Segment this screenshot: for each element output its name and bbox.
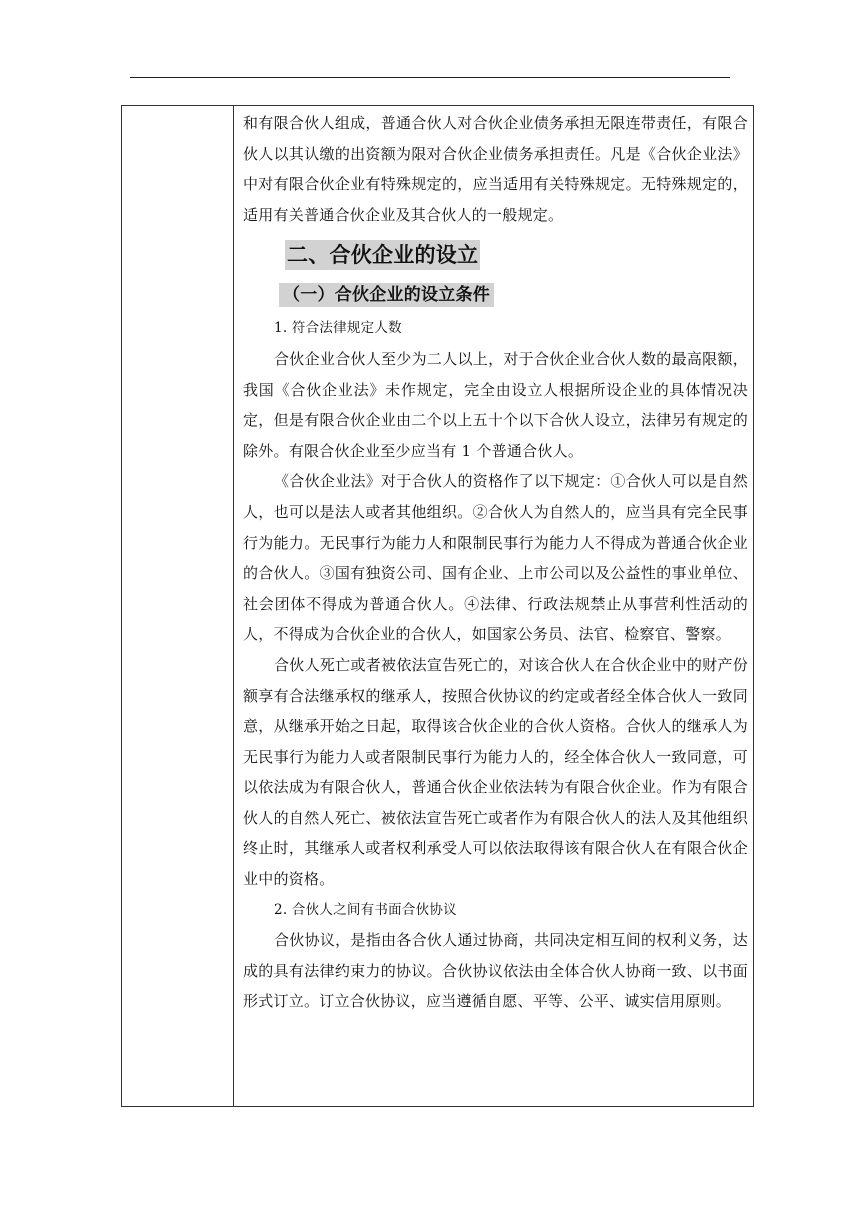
- subsection-heading: （一）合伙企业的设立条件: [279, 283, 494, 307]
- table-left-column: [122, 106, 234, 1106]
- item1-paragraph-2: 《合伙企业法》对于合伙人的资格作了以下规定：①合伙人可以是自然人，也可以是法人或者其他组织。②合伙人为自然人的，应当具有完全民事行为能力。无民事行为能力人和限制民事行为能力人不得成为普通合伙企业的合伙人。③国有独资公司、国有企业、上市公司以及公益性的事业单位、社会团体不得成为普通合伙人。④法律、行政法规禁止从事营利性活动的人，不得成为合伙企业的合伙人，如国家公务员、法官、检察官、警察。: [243, 472, 748, 644]
- header-rule: [130, 77, 730, 78]
- section-heading: 二、合伙企业的设立: [285, 240, 480, 270]
- item2-paragraph-1: 合伙协议，是指由各合伙人通过协商，共同决定相互间的权利义务，达成的具有法律约束力的协议。合伙协议依法由全体合伙人协商一致、以书面形式订立。订立合伙协议，应当遵循自愿、平等、公平、诚实信用原则。: [243, 931, 748, 1011]
- item1-heading: 1. 符合法律规定人数: [274, 320, 402, 337]
- item1-paragraph-3: 合伙人死亡或者被依法宣告死亡的，对该合伙人在合伙企业中的财产份额享有合法继承权的继承人，按照合伙协议的约定或者经全体合伙人一致同意，从继承开始之日起，取得该合伙企业的合伙人资格。合伙人的继承人为无民事行为能力人或者限制民事行为能力人的，经全体合伙人一致同意，可以依法成为有限合伙人，普通合伙企业依法转为有限合伙企业。作为有限合伙人的自然人死亡、被依法宣告死亡或者作为有限合伙人的法人及其他组织终止时，其继承人或者权利承受人可以依法取得该有限合伙人在有限合伙企业中的资格。: [243, 655, 748, 889]
- table-content-cell: [243, 108, 748, 1017]
- document-table: [121, 105, 754, 1107]
- intro-paragraph: 和有限合伙人组成，普通合伙人对合伙企业债务承担无限连带责任，有限合伙人以其认缴的出资额为限对合伙企业债务承担责任。凡是《合伙企业法》中对有限合伙企业有特殊规定的，应当适用有关特殊规定。无特殊规定的，适用有关普通合伙企业及其合伙人的一般规定。: [243, 114, 748, 224]
- item1-paragraph-1: 合伙企业合伙人至少为二人以上，对于合伙企业合伙人数的最高限额，我国《合伙企业法》未作规定，完全由设立人根据所设企业的具体情况决定，但是有限合伙企业由二个以上五十个以下合伙人设立，法律另有规定的除外。有限合伙企业至少应当有 1 个普通合伙人。: [243, 349, 748, 460]
- item2-heading: 2. 合伙人之间有书面合伙协议: [274, 901, 457, 918]
